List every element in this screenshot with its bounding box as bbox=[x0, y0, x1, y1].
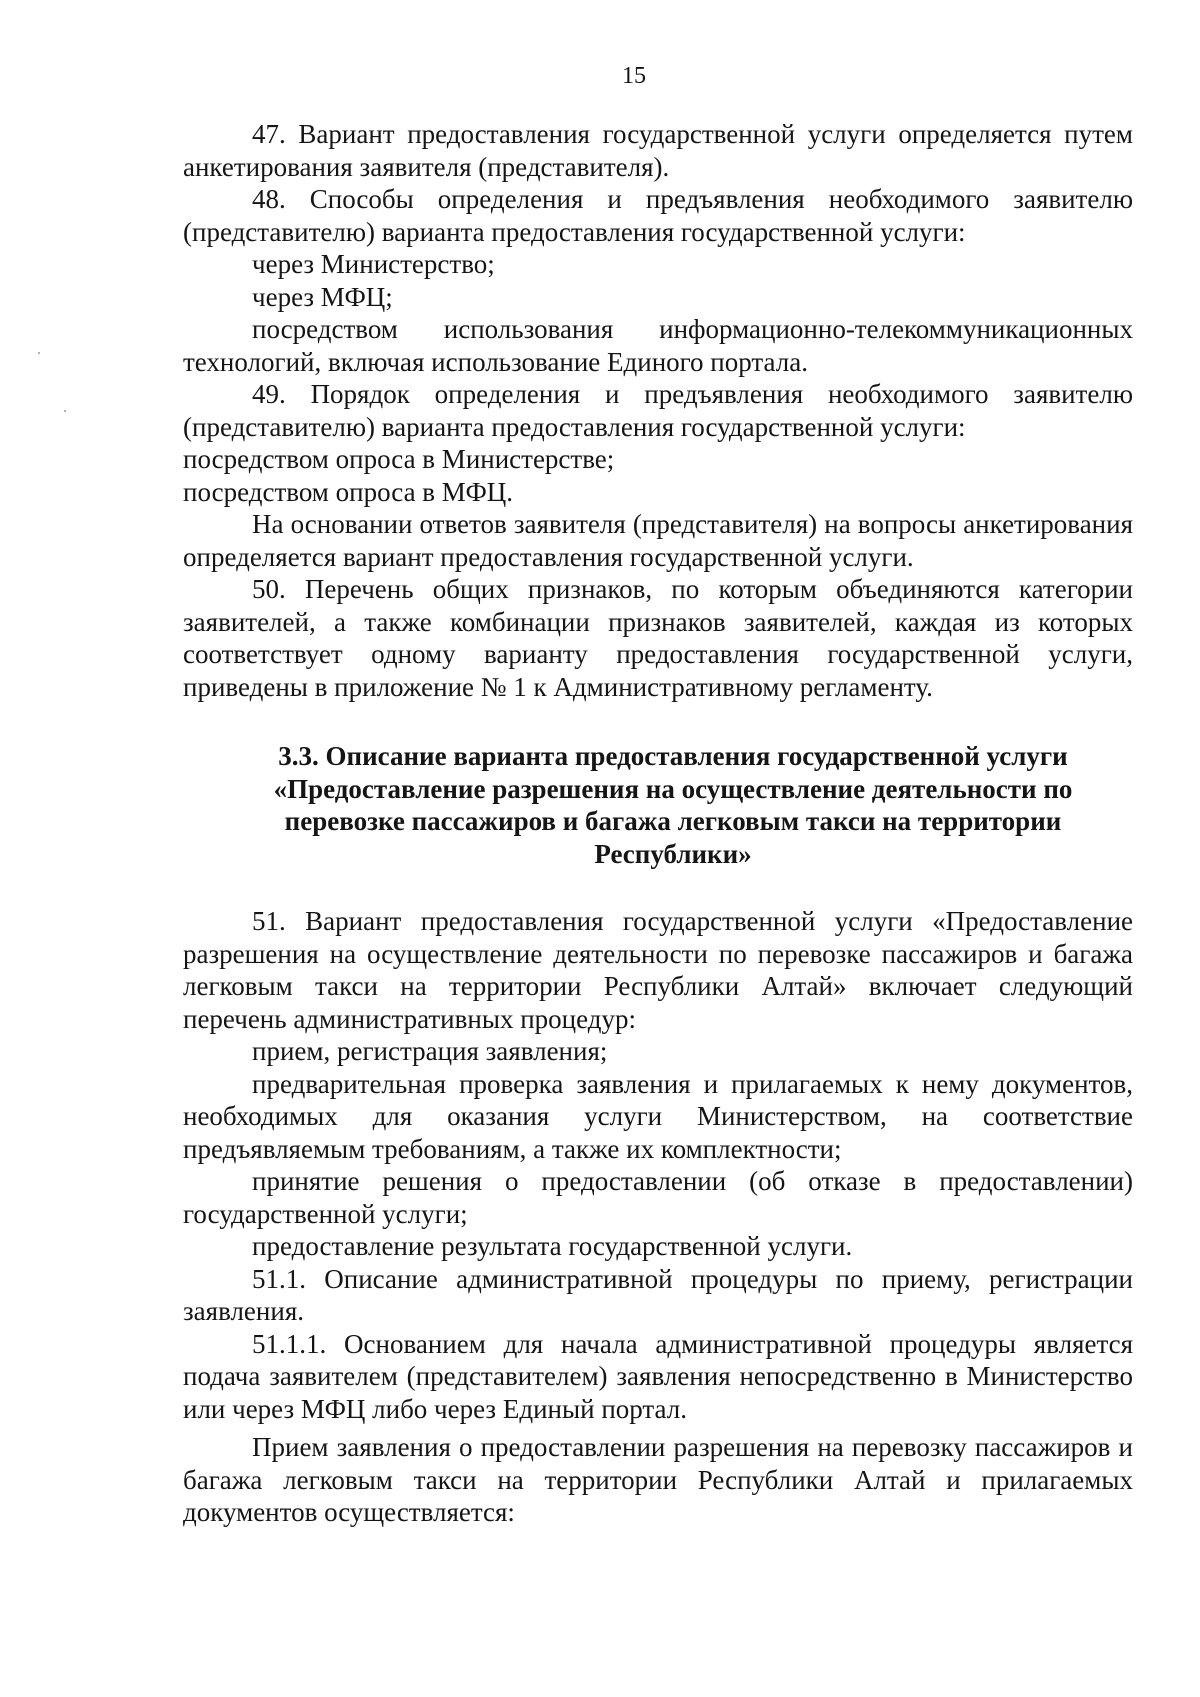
list-item-ict: посредством использования информационно-телекоммуникационных технологий, включая использование Единого портала. bbox=[183, 314, 1133, 377]
scan-speck bbox=[38, 352, 40, 354]
paragraphs-before bbox=[183, 118, 1133, 703]
section-title-line: 3.3. Описание варианта предоставления государственной услуги bbox=[278, 741, 1068, 771]
paragraphs-after bbox=[183, 905, 1133, 1529]
paragraph-answers: На основании ответов заявителя (представителя) на вопросы анкетирования определяется вариант предоставления государственной услуги. bbox=[183, 509, 1133, 572]
paragraph-49: 49. Порядок определения и предъявления необходимого заявителю (представителю) варианта предоставления государственной услуги: bbox=[183, 379, 1133, 442]
paragraph-47: 47. Вариант предоставления государственной услуги определяется путем анкетирования заявителя (представителя). bbox=[183, 119, 1133, 182]
section-title-line: «Предоставление разрешения на осуществление деятельности по bbox=[273, 773, 1073, 804]
scan-speck bbox=[64, 410, 66, 412]
document-body bbox=[183, 118, 1133, 1529]
section-title-line: перевозке пассажиров и багажа легковым такси на территории bbox=[284, 806, 1062, 836]
list-item-result: предоставление результата государственной услуги. bbox=[252, 1231, 853, 1261]
page-number: 15 bbox=[622, 63, 646, 89]
paragraph-51-1: 51.1. Описание административной процедуры по приему, регистрации заявления. bbox=[183, 1263, 1133, 1326]
list-item-preliminary-check: предварительная проверка заявления и прилагаемых к нему документов, необходимых для оказания услуги Министерством, на соответствие предъявляемым требованиям, а также их комплектности; bbox=[183, 1068, 1133, 1164]
paragraph-reception-documents: Прием заявления о предоставлении разрешения на перевозку пассажиров и багажа легковым такси на территории Республики Алтай и прилагаемых документов осуществляется: bbox=[183, 1432, 1133, 1527]
list-item-survey-ministry: посредством опроса в Министерстве; bbox=[183, 444, 615, 474]
list-item-survey-mfc: посредством опроса в МФЦ. bbox=[183, 476, 514, 507]
section-title-line: Республики» bbox=[594, 838, 752, 869]
list-item-mfc: через МФЦ; bbox=[252, 281, 393, 312]
paragraph-51: 51. Вариант предоставления государственной услуги «Предоставление разрешения на осуществление деятельности по перевозке пассажиров и багажа легковым такси на территории Республики Алтай» включает следующий перечень административных процедур: bbox=[183, 906, 1133, 1034]
section-title bbox=[183, 740, 1133, 870]
list-item-ministry: через Министерство; bbox=[252, 249, 495, 279]
paragraph-51-1-1: 51.1.1. Основанием для начала административной процедуры является подача заявителем (представителем) заявления непосредственно в Министерство или через МФЦ либо через Единый портал. bbox=[183, 1328, 1133, 1424]
paragraph-50: 50. Перечень общих признаков, по которым объединяются категории заявителей, а также комбинации признаков заявителей, каждая из которых соответствует одному варианту предоставления государственной услуги, приведены в приложение № 1 к Административному регламенту. bbox=[183, 574, 1133, 702]
paragraph-48: 48. Способы определения и предъявления необходимого заявителю (представителю) варианта предоставления государственной услуги: bbox=[183, 184, 1133, 247]
list-item-reception: прием, регистрация заявления; bbox=[252, 1036, 608, 1066]
list-item-decision: принятие решения о предоставлении (об отказе в предоставлении) государственной услуги; bbox=[183, 1166, 1133, 1229]
